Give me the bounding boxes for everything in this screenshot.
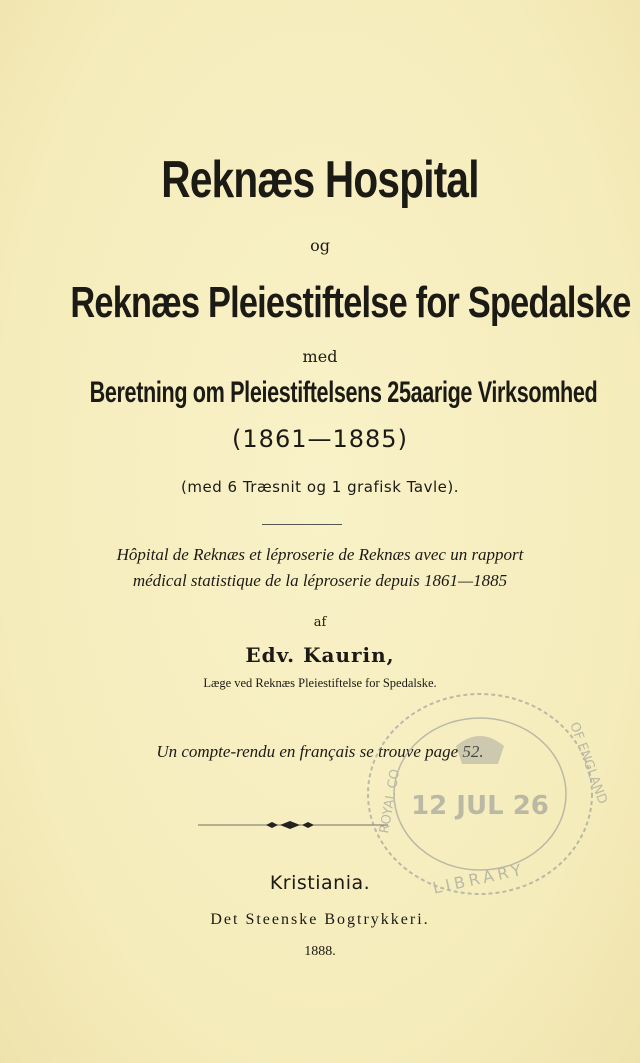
years-range: (1861—1885) bbox=[232, 425, 408, 453]
stamp-arc-bottom: LIBRARY bbox=[430, 859, 527, 898]
illustrations-note: (med 6 Træsnit og 1 grafisk Tavle). bbox=[181, 478, 459, 496]
crest-icon bbox=[456, 736, 504, 764]
stamp-arc-left: ROYAL CO bbox=[377, 768, 404, 835]
author-name: Edv. Kaurin, bbox=[245, 643, 395, 667]
library-stamp bbox=[360, 684, 610, 904]
french-title-line-1: Hôpital de Reknæs et léproserie de Reknæs avec un rapport bbox=[116, 545, 524, 564]
publication-year: 1888. bbox=[304, 944, 336, 959]
main-title: Reknæs Hospital bbox=[161, 151, 479, 209]
conjunction-text: og bbox=[310, 236, 330, 255]
french-title-line-2: médical statistique de la léproserie depuis 1861—1885 bbox=[132, 571, 508, 590]
printer-name: Det Steenske Bogtrykkeri. bbox=[210, 911, 430, 928]
divider-rule bbox=[262, 524, 342, 525]
publication-place: Kristiania. bbox=[269, 872, 371, 894]
by-text: af bbox=[313, 615, 327, 630]
author-role: Læge ved Reknæs Pleiestiftelse for Spedalske. bbox=[203, 676, 437, 690]
subtitle: Reknæs Pleiestiftelse for Spedalske bbox=[70, 278, 631, 327]
preposition-text: med bbox=[302, 347, 338, 366]
report-title: Beretning om Pleiestiftelsens 25aarige Virksomhed bbox=[89, 376, 598, 409]
stamp-date: 12 JUL 26 bbox=[411, 791, 549, 821]
french-note: Un compte-rendu en français se trouve page 52. bbox=[156, 742, 484, 761]
stamp-arc-right: OF ENGLAND bbox=[566, 720, 610, 807]
